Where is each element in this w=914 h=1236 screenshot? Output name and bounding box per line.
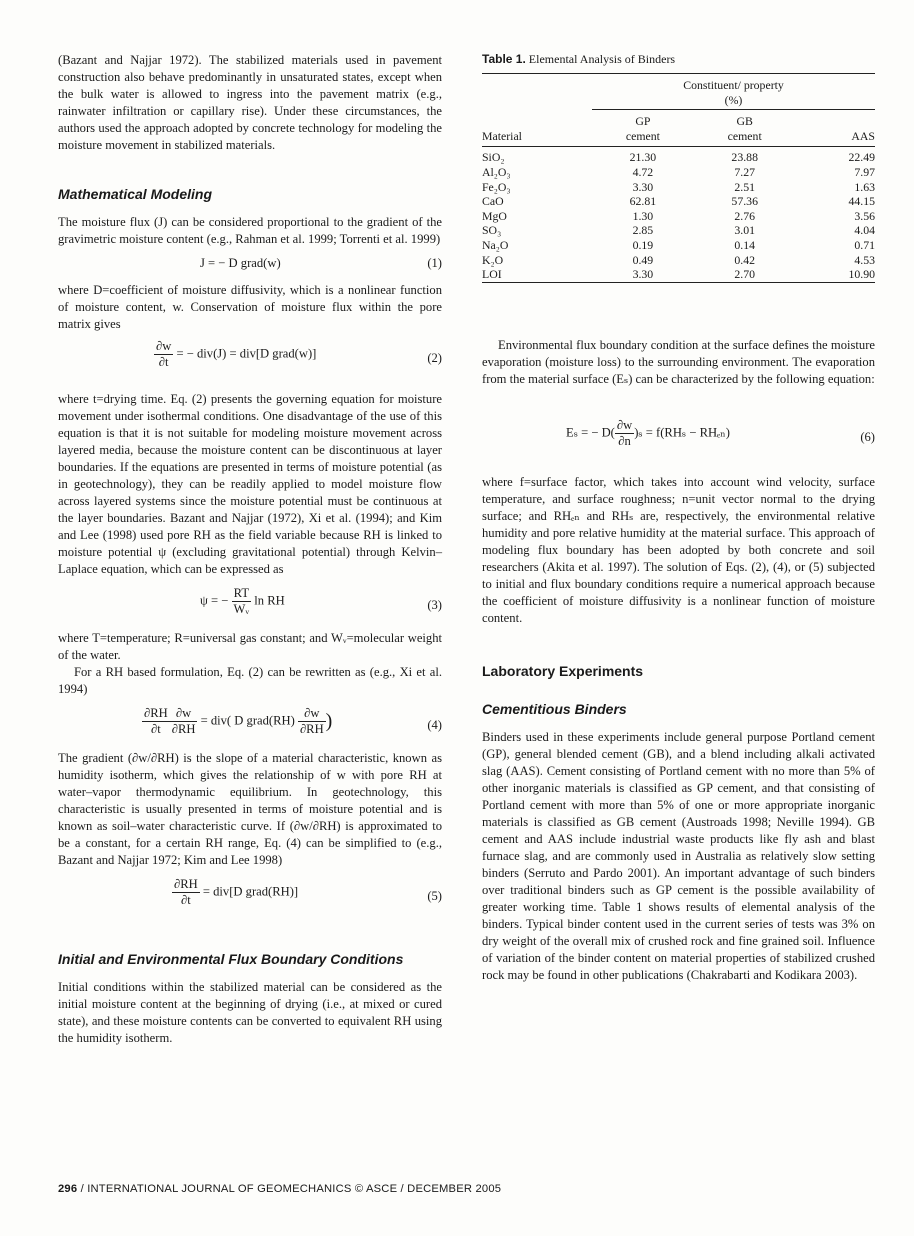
equation-1-number: (1) — [427, 256, 442, 270]
eq3-fraction-top: RT — [232, 586, 252, 602]
table-row — [482, 209, 875, 224]
col-header-gb-1: GB — [736, 114, 753, 129]
table-cell-value: 1.63 — [854, 179, 875, 194]
eq3-lhs: ψ = − — [200, 593, 229, 608]
table-cell-value: 4.53 — [854, 252, 875, 267]
eq3-rest: ln RH — [254, 593, 285, 608]
table-cell-value: 4.04 — [854, 223, 875, 238]
paragraph-environmental-flux: Environmental flux boundary condition at the surface defines the moisture evaporation (moisture loss) to the surrounding environment. The evaporation from the material surface (Eₛ) can be characterized by the following equation: — [482, 337, 875, 386]
table-cell-value: 0.42 — [734, 252, 756, 267]
eq3-fraction-bottom: Wᵥ — [233, 602, 250, 616]
table-cell-value: 23.88 — [731, 150, 758, 165]
col-header-gb-2: cement — [727, 128, 762, 143]
paragraph-after-eq4: The gradient (∂w/∂RH) is the slope of a material characteristic, known as humidity isotherm, which gives the relationship of w with pore RH at water–vapor thermodynamic equilibrium. In geotechnology, this characteristic is usually presented in terms of moisture potential and is known as soil–water characteristic curve. If (∂w/∂RH) is approximated to be a constant, for a certain RH range, Eq. (4) can be simplified to (e.g., Bazant and Najjar 1972; Kim and Lee 1998) — [58, 751, 442, 867]
table-cell-material: Fe₂O₃ — [482, 179, 511, 194]
eq6-fraction-top: ∂w — [616, 417, 633, 432]
right-column — [482, 52, 875, 984]
eq5-rest: = div[D grad(RH)] — [202, 884, 299, 899]
table-row — [482, 194, 875, 209]
paragraph-after-eq3: where T=temperature; R=universal gas constant; and Wᵥ=molecular weight of the water. — [58, 631, 442, 662]
table-cell-material: Na₂O — [482, 237, 509, 252]
table-cell-value: 4.72 — [632, 164, 654, 179]
table-cell-material: LOI — [482, 267, 502, 282]
table-cell-material: SO₃ — [482, 223, 502, 238]
eq4-f2-top: ∂w — [170, 706, 198, 722]
eq2-fraction-top: ∂w — [156, 339, 172, 353]
table-cell-value: 7.27 — [734, 164, 756, 179]
table-cell-value: 2.76 — [734, 208, 756, 223]
footer-journal: / INTERNATIONAL JOURNAL OF GEOMECHANICS © ASCE / DECEMBER 2005 — [77, 1183, 502, 1195]
table-cell-value: 3.01 — [734, 223, 756, 238]
table-cell-material: Al₂O₃ — [482, 164, 511, 179]
table-cell-value: 0.19 — [632, 237, 654, 252]
eq4-f1-top: ∂RH — [144, 706, 168, 720]
eq5-fraction-top: ∂RH — [174, 877, 198, 891]
elemental-analysis-table — [482, 73, 875, 285]
table-cell-value: 21.30 — [629, 150, 657, 165]
table-cell-value: 7.97 — [854, 164, 875, 179]
equation-3 — [58, 578, 442, 630]
eq2-rest: = − div(J) = div[D grad(w)] — [176, 346, 317, 361]
paragraph-intro: (Bazant and Najjar 1972). The stabilized materials used in pavement construction also behave predominantly in unsaturated states, except when the bulk water is allowed to ingress into the pavement matrix (e.g., rainwater infiltration or capillary rise). Under these circumstances, the authors used the approach adopted by concrete technology for modeling the moisture movement in stabilized materials. — [58, 53, 442, 152]
table-cell-value: 0.14 — [734, 237, 756, 252]
col-header-material: Material — [482, 128, 522, 143]
equation-1 — [58, 248, 442, 282]
table-cell-value: 10.90 — [848, 267, 875, 282]
table-cell-material: SiO₂ — [482, 150, 505, 165]
table-cell-value: 3.56 — [854, 208, 875, 223]
table-cell-value: 22.49 — [848, 150, 875, 165]
col-header-aas: AAS — [851, 128, 875, 143]
eq2-fraction-bottom: ∂t — [158, 355, 169, 369]
table-cell-value: 3.30 — [632, 179, 654, 194]
table-group-header: Constituent/ property — [683, 78, 784, 92]
table-cell-value: 2.85 — [632, 223, 654, 238]
table-cell-value: 57.36 — [731, 194, 758, 209]
table-caption — [482, 52, 875, 67]
table-cell-value: 0.49 — [632, 252, 654, 267]
table-group-unit: (%) — [724, 92, 743, 107]
equation-4-number: (4) — [427, 718, 442, 732]
paragraph-rh-formulation: For a RH based formulation, Eq. (2) can be rewritten as (e.g., Xi et al. 1994) — [58, 665, 442, 696]
heading-mathematical-modeling: Mathematical Modeling — [58, 186, 213, 202]
equation-2 — [58, 333, 442, 383]
table-cell-material: MgO — [482, 208, 507, 223]
page-number: 296 — [58, 1183, 78, 1195]
table-cell-value: 2.70 — [734, 267, 756, 282]
eq4-f1-bottom: ∂t — [150, 722, 161, 736]
paragraph-moisture-flux: The moisture flux (J) can be considered proportional to the gradient of the gravimetric moisture content (e.g., Rahman et al. 1999; Torrenti et al. 1999) — [58, 215, 442, 246]
table-cell-material: CaO — [482, 194, 504, 209]
eq6-lhs: Eₛ = − D( — [566, 425, 615, 440]
heading-cementitious-binders: Cementitious Binders — [482, 700, 627, 717]
table-cell-value: 2.51 — [734, 179, 756, 194]
table-row — [482, 147, 875, 165]
equation-6-number: (6) — [860, 429, 875, 444]
heading-laboratory-experiments: Laboratory Experiments — [482, 662, 644, 679]
eq6-rest: )ₛ = f(RHₛ − RHₑₙ) — [634, 425, 730, 440]
heading-initial-conditions: Initial and Environmental Flux Boundary Conditions — [58, 951, 404, 967]
table-cell-value: 1.30 — [632, 208, 654, 223]
table-cell-value: 44.15 — [848, 194, 875, 209]
left-column — [58, 52, 442, 1047]
table-row — [482, 267, 875, 282]
equation-4 — [58, 698, 442, 750]
eq4-mid: = div( D grad(RH) — [200, 713, 295, 728]
equation-2-number: (2) — [427, 351, 442, 365]
paragraph-after-eq1: where D=coefficient of moisture diffusivity, which is a nonlinear function of moisture content, w. Conservation of moisture flux within the pore matrix gives — [58, 283, 442, 331]
equation-6 — [482, 406, 875, 468]
table-cell-value: 0.71 — [854, 237, 875, 252]
table-row — [482, 165, 875, 180]
eq4-f3-bottom: ∂RH — [299, 722, 324, 736]
eq4-f2-bottom: ∂RH — [171, 722, 196, 736]
table-caption-label: Table 1. — [482, 52, 526, 66]
table-cell-material: K₂O — [482, 252, 504, 267]
eq4-close: ) — [325, 710, 333, 732]
equation-5-number: (5) — [427, 889, 442, 903]
table-cell-value: 3.30 — [632, 267, 654, 282]
eq4-f3-top: ∂w — [298, 706, 326, 722]
page-footer — [58, 1183, 501, 1195]
table-row — [482, 238, 875, 253]
table-row — [482, 223, 875, 238]
col-header-gp-2: cement — [625, 128, 660, 143]
eq5-fraction-bottom: ∂t — [180, 893, 191, 907]
table-cell-value: 62.81 — [629, 194, 657, 209]
table-caption-text: Elemental Analysis of Binders — [528, 52, 676, 66]
paragraph-initial: Initial conditions within the stabilized material can be considered as the initial moisture content at the beginning of drying (i.e., at mixed or cured state), and these moisture contents can be converted to equivalent RH using the humidity isotherm. — [58, 980, 442, 1045]
paragraph-after-eq6: where f=surface factor, which takes into account wind velocity, surface temperature, and surface roughness; n=unit vector normal to the drying surface; and RHₑₙ and RHₛ are, respectively, the environmental relative humidity and pore relative humidity at the material surface. This approach of modeling flux boundary has been adopted by both concrete and soil researchers (Akita et al. 1997). The solution of Eqs. (2), (4), or (5) subjected to initial and flux boundary conditions require a numerical approach because the coefficient of moisture diffusivity is a nonlinear function of moisture content. — [482, 474, 875, 625]
equation-5 — [58, 869, 442, 921]
paragraph-after-eq2: where t=drying time. Eq. (2) presents the governing equation for moisture movement under isothermal conditions. One disadvantage of the use of this equation is that it is not suitable for modeling moisture movement across layered media, because the moisture content can be discontinuous at layer boundaries. If the equations are presented in terms of moisture potential (as in geotechnology), they can be readily applied to model moisture flow across layered systems since the moisture potential must be continuous at the layer boundaries. Bazant and Najjar (1972), Xi et al. (1994); and Kim and Lee (1998) used pore RH as the field variable because RH is linked to moisture potential ψ (excluding gravitational potential) through Kelvin–Laplace equation, which can be expressed as — [58, 392, 442, 576]
col-header-gp-1: GP — [635, 114, 651, 129]
eq6-fraction-bottom: ∂n — [618, 433, 631, 448]
paragraph-binders: Binders used in these experiments include general purpose Portland cement (GP), general blended cement (GB), and a blend including alkali activated slag (AAS). Cement consisting of Portland cement with no more than 5% of other inorganic materials is classified as GP cement, and that consisting of Portland cement with more than 5% of one or more appropriate inorganic materials is classified as GB cement (Austroads 1998; Neville 1994). GB cement and AAS include industrial waste products like fly ash and blast furnace slag, and are commonly used in Australia as relatively slow setting binders (Serruto and Pardo 2001). An important advantage of such binders over traditional binders such as GP cement is the possible availability of greater working time. Table 1 shows results of elemental analysis of the binders. Typical binder content used in the current series of tests was 3% on dry weight of the overall mix of crushed rock and fine grained soil. Influence of variation of the binder content on material properties of stabilized crushed rock may be found in other publications (Chakrabarti and Kodikara 2003). — [482, 729, 875, 982]
equation-3-number: (3) — [427, 598, 442, 612]
table-row — [482, 180, 875, 195]
equation-1-body: J = − D grad(w) — [200, 256, 281, 270]
table-row — [482, 253, 875, 268]
